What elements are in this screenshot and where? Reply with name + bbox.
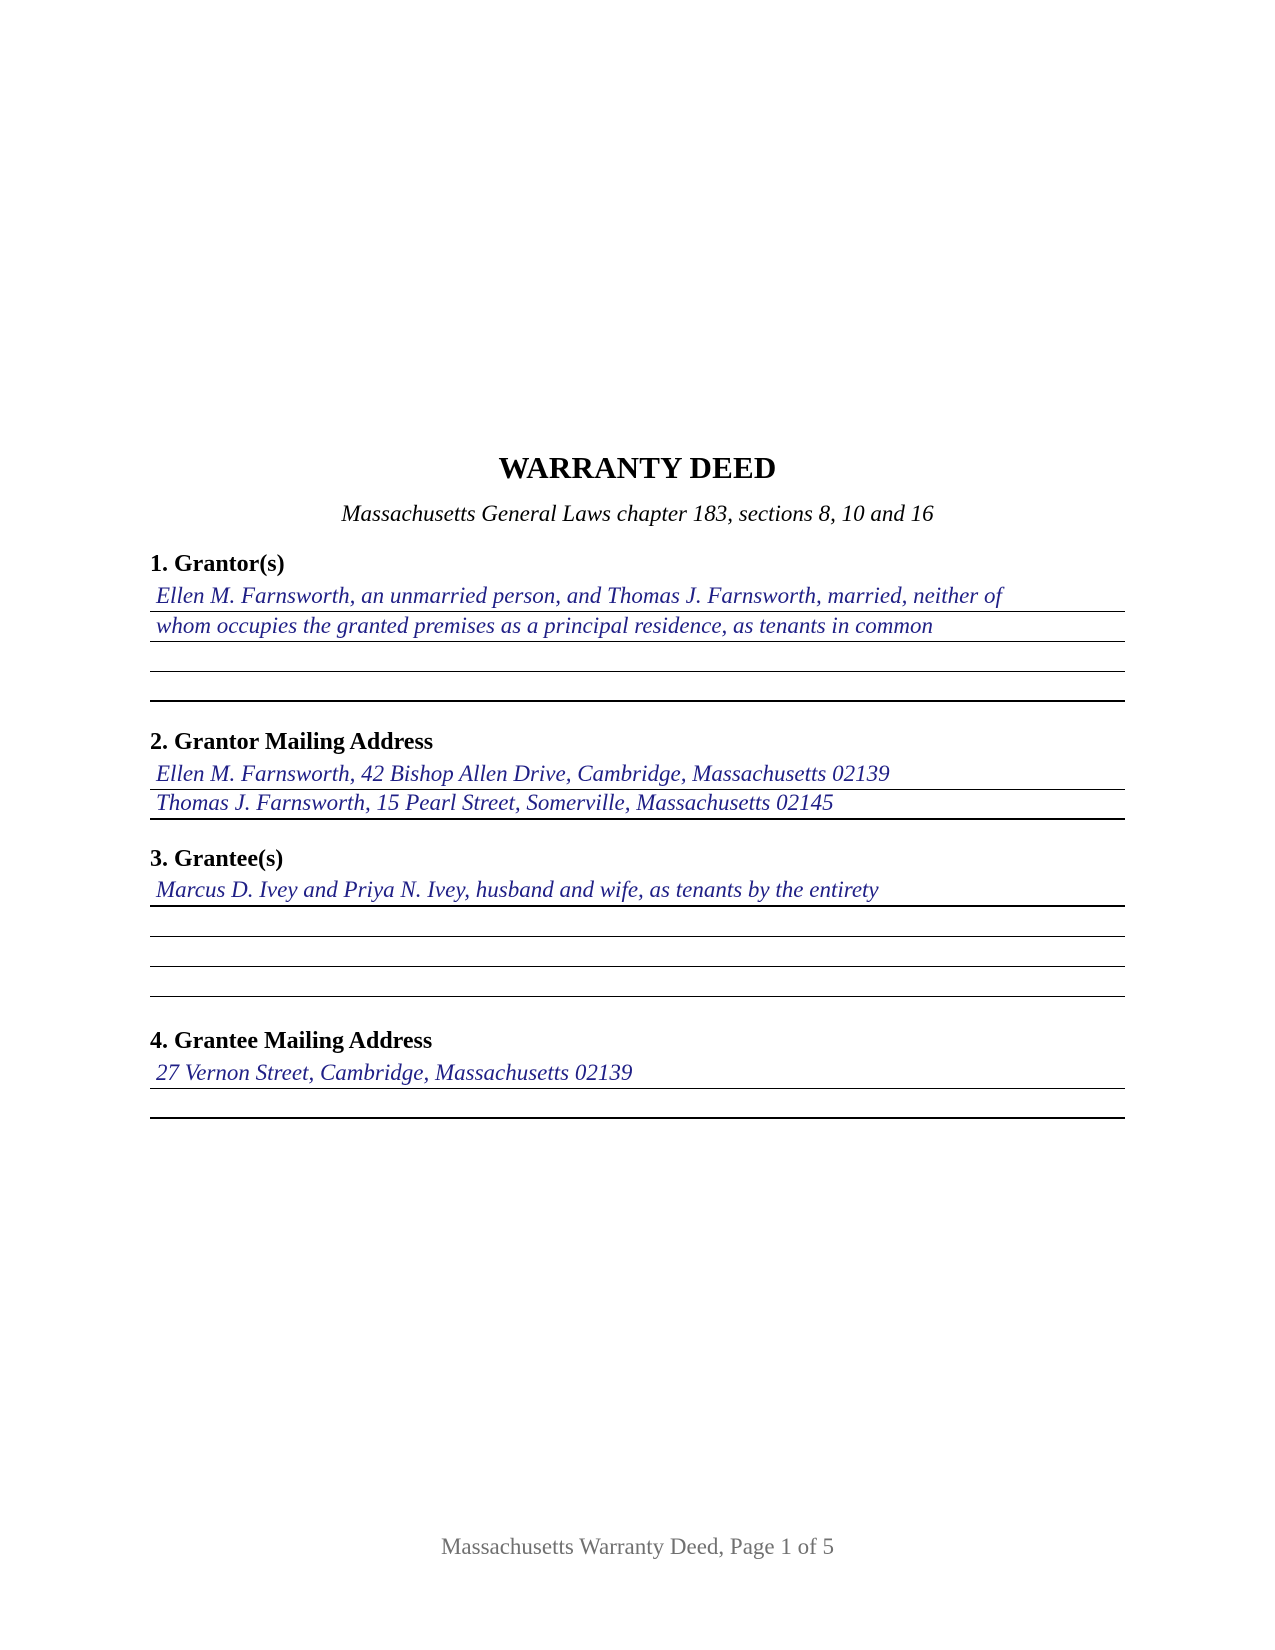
grantees-line-3 <box>150 937 1125 967</box>
grantors-line-2-text: whom occupies the granted premises as a principal residence, as tenants in common <box>156 613 933 638</box>
grantee-address-section <box>150 1027 1125 1119</box>
grantees-section <box>150 845 1125 997</box>
grantor-address-heading: 2. Grantor Mailing Address <box>150 729 434 755</box>
grantee-address-line-2 <box>150 1089 1125 1119</box>
grantee-address-lines <box>150 1059 1125 1119</box>
grantor-address-section <box>150 728 1125 820</box>
grantors-line-2 <box>150 612 1125 642</box>
grantor-address-line-2-text: Thomas J. Farnsworth, 15 Pearl Street, Somerville, Massachusetts 02145 <box>156 790 834 815</box>
grantors-section <box>150 550 1125 702</box>
document-subtitle: Massachusetts General Laws chapter 183, sections 8, 10 and 16 <box>341 501 934 526</box>
grantees-line-4 <box>150 967 1125 997</box>
grantor-address-lines <box>150 760 1125 820</box>
grantors-heading: 1. Grantor(s) <box>150 551 285 577</box>
grantees-line-1 <box>150 877 1125 907</box>
grantors-line-4 <box>150 672 1125 702</box>
grantor-address-line-1-text: Ellen M. Farnsworth, 42 Bishop Allen Drive, Cambridge, Massachusetts 02139 <box>156 761 890 786</box>
grantees-line-1-text: Marcus D. Ivey and Priya N. Ivey, husband and wife, as tenants by the entirety <box>156 877 879 902</box>
grantor-address-line-2 <box>150 790 1125 820</box>
document-title: WARRANTY DEED <box>498 450 777 485</box>
grantors-lines <box>150 582 1125 702</box>
grantee-address-heading: 4. Grantee Mailing Address <box>150 1028 433 1054</box>
grantee-address-line-1 <box>150 1059 1125 1089</box>
page-footer: Massachusetts Warranty Deed, Page 1 of 5 <box>440 1534 835 1559</box>
grantees-lines <box>150 877 1125 997</box>
grantees-heading: 3. Grantee(s) <box>150 846 284 872</box>
grantees-line-2 <box>150 907 1125 937</box>
grantors-line-3 <box>150 642 1125 672</box>
grantee-address-line-1-text: 27 Vernon Street, Cambridge, Massachusetts 02139 <box>156 1060 633 1085</box>
grantors-line-1-text: Ellen M. Farnsworth, an unmarried person, and Thomas J. Farnsworth, married, neither of <box>156 583 1002 608</box>
grantors-line-1 <box>150 582 1125 612</box>
grantor-address-line-1 <box>150 760 1125 790</box>
